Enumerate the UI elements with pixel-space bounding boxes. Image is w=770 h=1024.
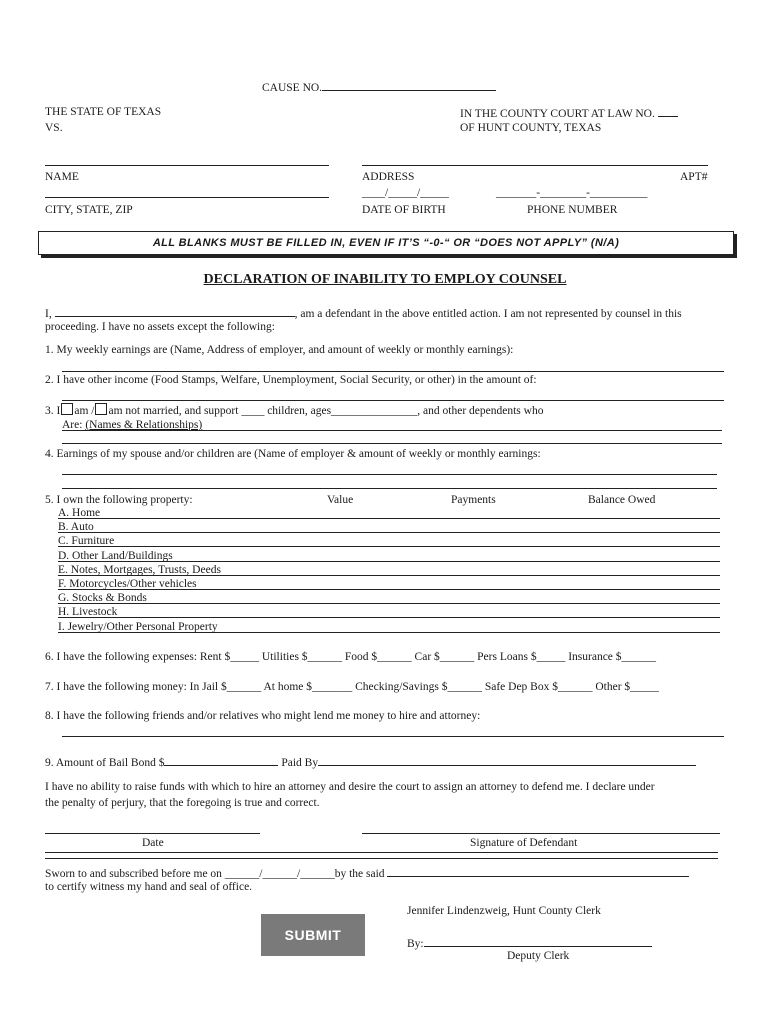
instruction-banner	[38, 231, 734, 255]
submit-button[interactable]: SUBMIT	[261, 914, 365, 956]
form-title: DECLARATION OF INABILITY TO EMPLOY COUNSEL	[203, 272, 567, 287]
intro-line-2: proceeding. I have no assets except the following:	[45, 321, 275, 333]
q2-answer-field[interactable]	[62, 400, 724, 401]
court-number-field[interactable]	[658, 105, 678, 117]
property-label: G. Stocks & Bonds	[58, 592, 147, 604]
property-label: B. Auto	[58, 521, 94, 533]
declaration-line-1: I have no ability to raise funds with which to hire an attorney and desire the court to assign an attorney to defend me. I declare under	[45, 781, 655, 793]
question-5: 5. I own the following property:	[45, 494, 193, 506]
apt-label: APT#	[680, 171, 708, 183]
name-field[interactable]	[45, 165, 329, 166]
property-label: H. Livestock	[58, 606, 118, 618]
question-6-expenses[interactable]: 6. I have the following expenses: Rent $_____ Utilities $______ Food $______ Car $______ Pers Loans $_____ Insurance $______	[45, 651, 657, 663]
question-4: 4. Earnings of my spouse and/or children are (Name of employer & amount of weekly or monthly earnings:	[45, 448, 541, 460]
names-relationships-label: (Names & Relationships)	[85, 419, 203, 431]
intro-suffix: , am a defendant in the above entitled action. I am not represented by counsel in this	[294, 308, 682, 320]
sworn-line-2: to certify witness my hand and seal of office.	[45, 881, 253, 893]
am-married-checkbox[interactable]	[61, 403, 73, 415]
question-3	[45, 403, 543, 418]
property-label: E. Notes, Mortgages, Trusts, Deeds	[58, 564, 221, 576]
clerk-name: Jennifer Lindenzweig, Hunt County Clerk	[407, 905, 601, 917]
property-row-livestock[interactable]	[58, 605, 720, 618]
q8-answer-field[interactable]	[62, 736, 724, 737]
property-row-notes[interactable]	[58, 563, 720, 576]
question-8: 8. I have the following friends and/or relatives who might lend me money to hire and attorney:	[45, 710, 481, 722]
sworn-name-field[interactable]	[387, 865, 689, 877]
payments-column-header: Payments	[451, 494, 496, 506]
signature-field[interactable]	[362, 833, 720, 834]
q4-answer-field-2[interactable]	[62, 488, 717, 489]
sworn-line-1	[45, 865, 689, 881]
by-label: By:	[407, 938, 424, 950]
property-row-vehicles[interactable]	[58, 577, 720, 590]
county-court-label	[460, 105, 678, 121]
am-label: am /	[74, 405, 95, 417]
phone-label: PHONE NUMBER	[527, 204, 618, 216]
question-1: 1. My weekly earnings are (Name, Address of employer, and amount of weekly or monthly earnings):	[45, 344, 514, 356]
city-state-zip-label: CITY, STATE, ZIP	[45, 204, 133, 216]
dob-label: DATE OF BIRTH	[362, 204, 446, 216]
section-divider	[45, 852, 718, 859]
property-label: F. Motorcycles/Other vehicles	[58, 578, 197, 590]
property-label: I. Jewelry/Other Personal Property	[58, 621, 218, 633]
intro-line-1	[45, 305, 682, 321]
q3-dependents-field[interactable]	[62, 418, 722, 431]
dob-field[interactable]: ____/_____/_____	[362, 187, 449, 199]
cause-no-label: CAUSE NO.	[262, 82, 323, 94]
versus-label: VS.	[45, 122, 63, 134]
bail-bond-amount-field[interactable]	[164, 754, 278, 766]
signature-label: Signature of Defendant	[470, 837, 578, 849]
q1-answer-field[interactable]	[62, 371, 724, 372]
date-label: Date	[142, 837, 164, 849]
cause-no-field[interactable]	[322, 79, 496, 91]
property-row-land[interactable]	[58, 549, 720, 562]
cause-number	[262, 79, 496, 95]
balance-owed-column-header: Balance Owed	[588, 494, 656, 506]
address-label: ADDRESS	[362, 171, 415, 183]
deputy-signature-field[interactable]	[424, 935, 652, 947]
court-text: IN THE COUNTY COURT AT LAW NO.	[460, 108, 655, 120]
q3-prefix: 3. I	[45, 405, 61, 417]
property-label: D. Other Land/Buildings	[58, 550, 173, 562]
date-field[interactable]	[45, 833, 260, 834]
address-field[interactable]	[362, 165, 708, 166]
bail-bond-label: 9. Amount of Bail Bond $	[45, 757, 165, 769]
value-column-header: Value	[327, 494, 354, 506]
am-not-married-checkbox[interactable]	[95, 403, 107, 415]
property-row-jewelry[interactable]	[58, 620, 720, 633]
property-label: C. Furniture	[58, 535, 115, 547]
intro-prefix: I,	[45, 308, 52, 320]
defendant-name-field[interactable]	[55, 305, 295, 317]
am-not-label: am not married, and support ____ children, ages_______________, and other dependents who	[108, 405, 544, 417]
property-label: A. Home	[58, 507, 101, 519]
city-state-zip-field[interactable]	[45, 197, 329, 198]
phone-field[interactable]: _______-________-__________	[496, 187, 648, 199]
question-2: 2. I have other income (Food Stamps, Welfare, Unemployment, Social Security, or other) in the amount of:	[45, 374, 537, 386]
property-row-auto[interactable]	[58, 520, 720, 533]
property-row-stocks[interactable]	[58, 591, 720, 604]
q3-dependents-field-2[interactable]	[62, 443, 722, 444]
state-of-texas: THE STATE OF TEXAS	[45, 106, 162, 118]
property-row-home[interactable]	[58, 506, 720, 519]
hunt-county-label: OF HUNT COUNTY, TEXAS	[460, 122, 602, 134]
property-row-furniture[interactable]	[58, 534, 720, 547]
sworn-text: Sworn to and subscribed before me on ______/______/______by the said	[45, 868, 385, 880]
question-7-money[interactable]: 7. I have the following money: In Jail $______ At home $_______ Checking/Savings $______ Safe Dep Box $______ Other $_____	[45, 681, 659, 693]
deputy-clerk-label: Deputy Clerk	[507, 950, 570, 962]
q4-answer-field-1[interactable]	[62, 474, 717, 475]
paid-by-label: Paid By	[281, 757, 319, 769]
are-label: Are:	[62, 419, 83, 431]
name-label: NAME	[45, 171, 79, 183]
question-9	[45, 754, 696, 770]
paid-by-field[interactable]	[318, 754, 696, 766]
declaration-line-2: the penalty of perjury, that the foregoing is true and correct.	[45, 797, 320, 809]
banner-text: ALL BLANKS MUST BE FILLED IN, EVEN IF IT’S “-0-“ OR “DOES NOT APPLY” (N/A)	[152, 237, 620, 249]
